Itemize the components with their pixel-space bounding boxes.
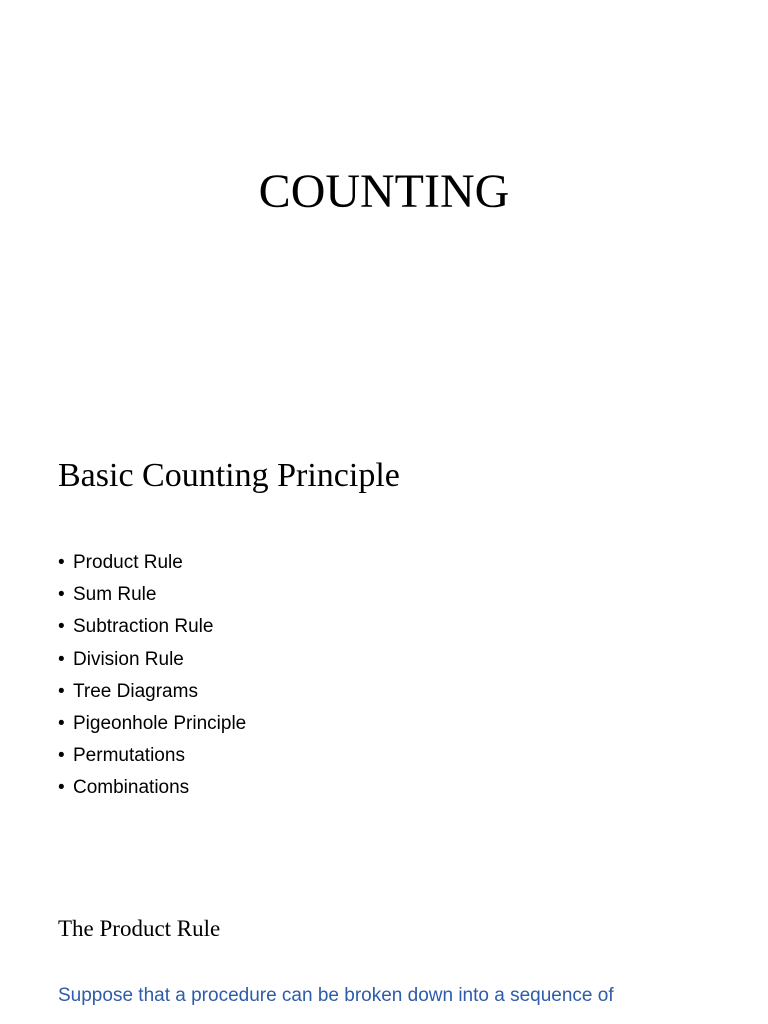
section-heading: Basic Counting Principle: [58, 457, 400, 494]
list-item-label: Division Rule: [73, 648, 184, 670]
list-item-label: Pigeonhole Principle: [73, 712, 247, 734]
list-item: [58, 548, 246, 580]
bullet-icon: •: [58, 680, 65, 702]
product-rule-heading: The Product Rule: [58, 916, 221, 941]
bullet-icon: •: [58, 712, 65, 734]
list-item: [58, 580, 246, 612]
list-item-label: Product Rule: [73, 552, 183, 573]
list-item-label: Sum Rule: [73, 584, 157, 606]
bullet-icon: •: [58, 552, 65, 573]
bullet-icon: •: [58, 584, 65, 606]
list-item: [58, 677, 246, 709]
page-title: COUNTING: [258, 165, 510, 218]
list-item-label: Subtraction Rule: [73, 616, 214, 638]
list-item: [58, 741, 246, 773]
list-item: [58, 645, 246, 677]
list-item: [58, 773, 246, 805]
topic-list: [58, 548, 246, 806]
list-item-label: Combinations: [73, 777, 190, 799]
bullet-icon: •: [58, 745, 65, 767]
bullet-icon: •: [58, 777, 65, 799]
list-item: [58, 612, 246, 644]
bullet-icon: •: [58, 616, 65, 638]
bullet-icon: •: [58, 648, 65, 670]
list-item-label: Tree Diagrams: [73, 680, 198, 702]
list-item-label: Permutations: [73, 745, 185, 767]
product-rule-text: Suppose that a procedure can be broken down into a sequence of: [58, 985, 614, 1006]
list-item: [58, 709, 246, 741]
